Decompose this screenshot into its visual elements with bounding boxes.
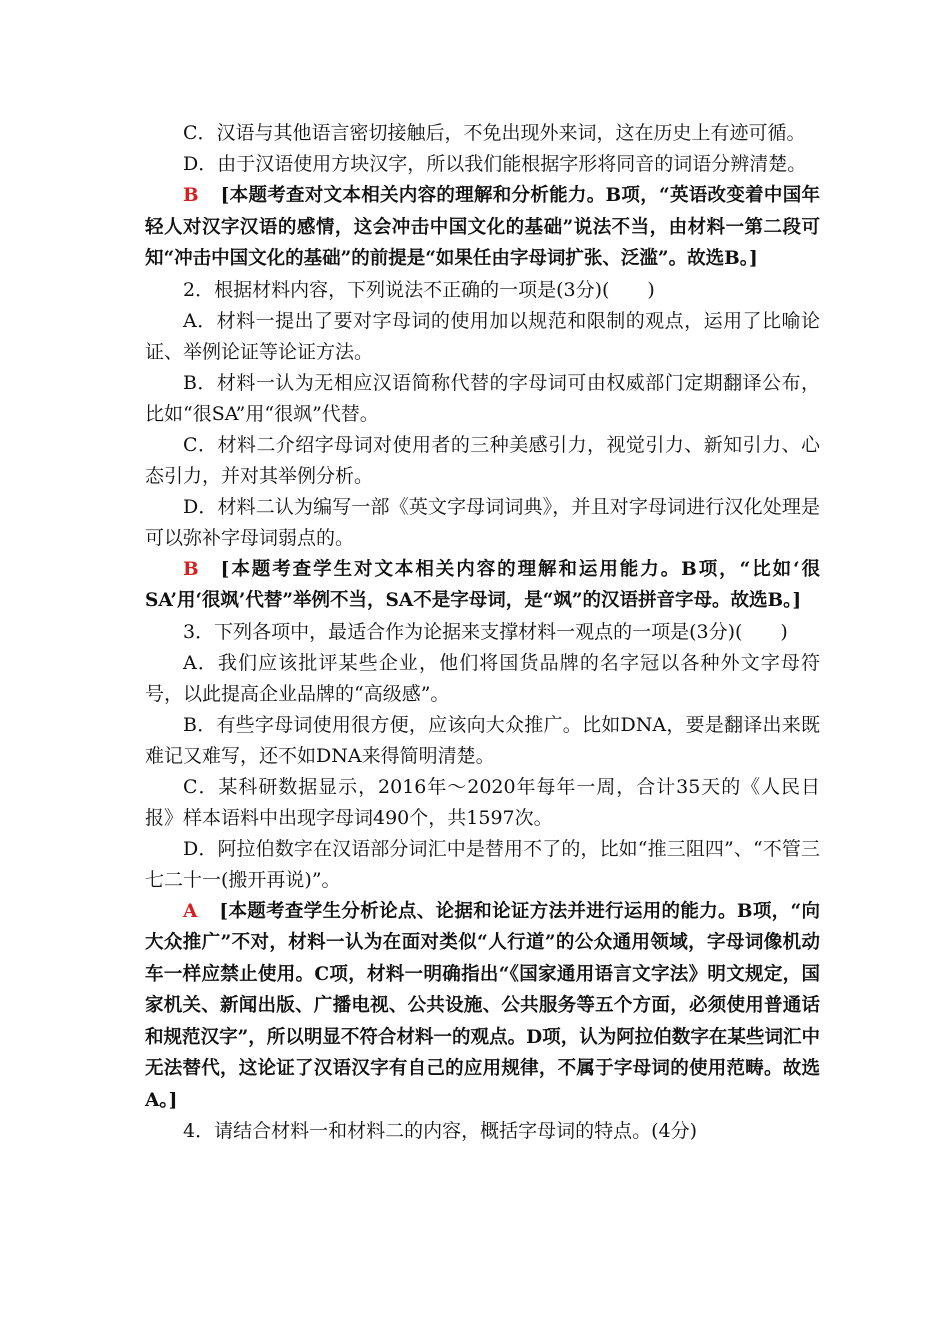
q2-stem: 2．根据材料内容，下列说法不正确的一项是(3分)( ) (183, 278, 655, 301)
q3-analysis: [本题考查学生分析论点、论据和论证方法并进行运用的能力。B项，“向大众推广”不对，材料一认为在面对类似“人行道”的公众通用领域，字母词像机动车一样应禁止使用。C项，材料一明确指出“《国家通用语言文字法》明文规定，国家机关、新闻出版、广播电视、公共设施、公共服务等五个方面，必须使用普通话和规范汉字”，所以明显不符合材料一的观点。D项，认为阿拉伯数字在某些词汇中无法替代，这论证了汉语汉字有自己的应用规律，不属于字母词的使用范畴。故选A。] (145, 900, 820, 1111)
q2-analysis: [本题考查学生对文本相关内容的理解和运用能力。B项，“比如‘很SA’用‘很飒’代替”举例不当，SA不是字母词，是“飒”的汉语拼音字母。故选B。] (145, 558, 820, 611)
q2-answer-key: B (183, 558, 199, 580)
q3-option-b: B．有些字母词使用很方便，应该向大众推广。比如DNA，要是翻译出来既难记又难写，还不如DNA来得简明清楚。 (145, 713, 820, 767)
document-page (145, 118, 820, 1147)
q4-stem: 4．请结合材料一和材料二的内容，概括字母词的特点。(4分) (183, 1120, 698, 1142)
q3-option-d: D．阿拉伯数字在汉语部分词汇中是替用不了的，比如“推三阻四”、“不管三七二十一(搬开再说)”。 (145, 837, 820, 891)
q3-option-a: A．我们应该批评某些企业，他们将国货品牌的名字冠以各种外文字母符号，以此提高企业品牌的“高级感”。 (145, 651, 820, 705)
q3-option-c: C．某科研数据显示，2016年～2020年每年一周，合计35天的《人民日报》样本语料中出现字母词490个，共1597次。 (145, 775, 820, 829)
q1-answer-key: B (183, 185, 199, 206)
q1-option-d: D．由于汉语使用方块汉字，所以我们能根据字形将同音的词语分辨清楚。 (183, 153, 807, 175)
q2-answer (145, 554, 820, 617)
q1-option-c: C．汉语与其他语言密切接触后，不免出现外来词，这在历史上有迹可循。 (183, 122, 806, 144)
q2-option-c: C．材料二介绍字母词对使用者的三种美感引力，视觉引力、新知引力、心态引力，并对其举例分析。 (145, 433, 820, 487)
q1-analysis: [本题考查对文本相关内容的理解和分析能力。B项，“英语改变着中国年轻人对汉字汉语的感情，这会冲击中国文化的基础”说法不当，由材料一第二段可知“冲击中国文化的基础”的前提是“如果任由字母词扩张、泛滥”。故选B。] (145, 185, 820, 269)
q1-answer (145, 180, 820, 275)
q2-option-a: A．材料一提出了要对字母词的使用加以规范和限制的观点，运用了比喻论证、举例论证等论证方法。 (145, 309, 820, 363)
q3-answer (145, 896, 820, 1117)
q3-stem: 3．下列各项中，最适合作为论据来支撑材料一观点的一项是(3分)( ) (183, 620, 788, 643)
q2-option-b: B．材料一认为无相应汉语简称代替的字母词可由权威部门定期翻译公布，比如“很SA”用“很飒”代替。 (145, 371, 820, 425)
q2-option-d: D．材料二认为编写一部《英文字母词词典》，并且对字母词进行汉化处理是可以弥补字母词弱点的。 (145, 495, 820, 549)
q3-answer-key: A (183, 900, 198, 922)
